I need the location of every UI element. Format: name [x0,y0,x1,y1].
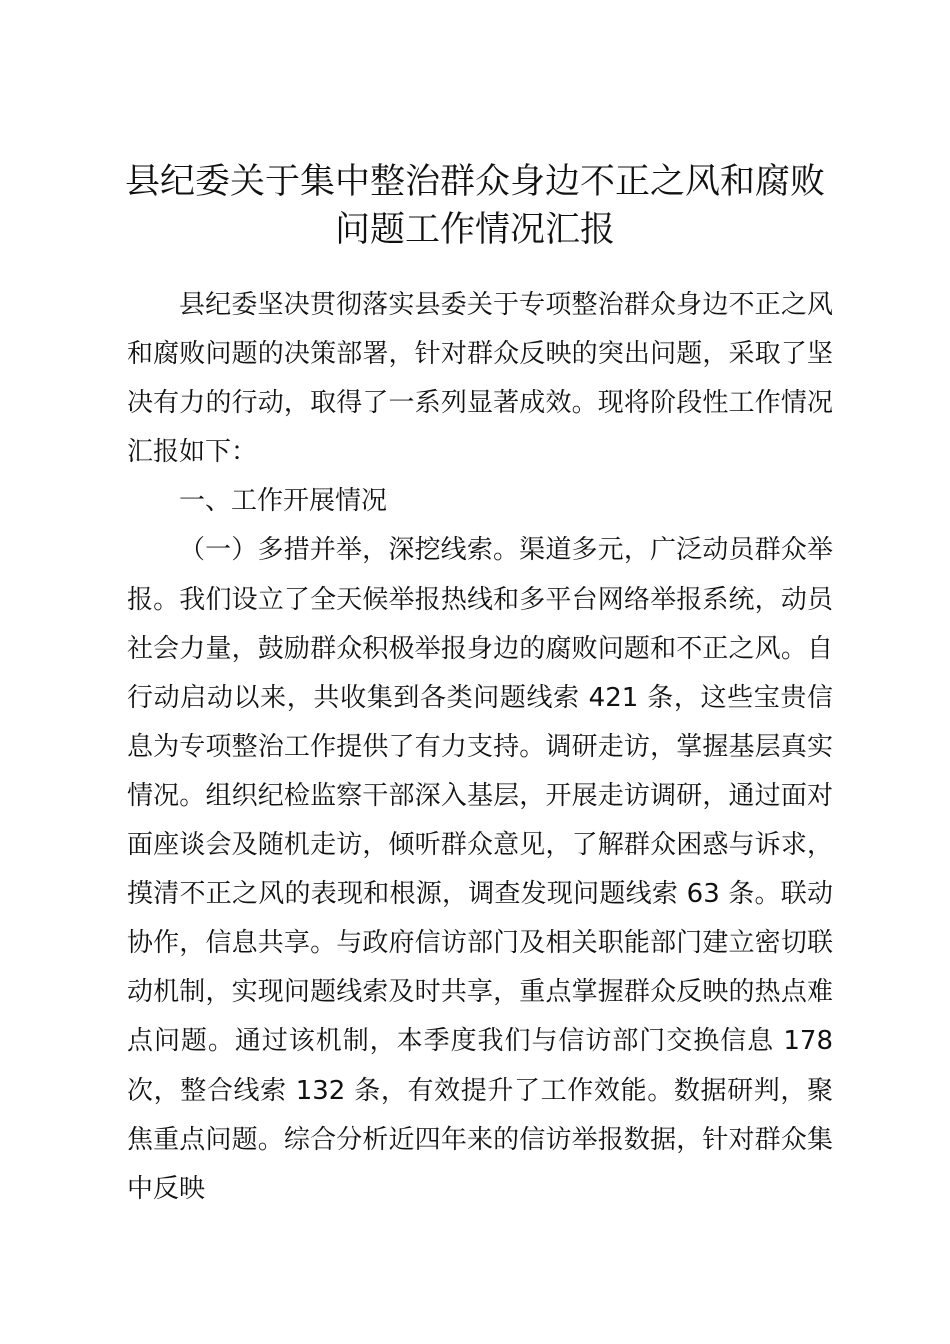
document-body [127,281,833,1214]
document-title-line-2: 问题工作情况汇报 [334,210,615,250]
section-heading: 一、工作开展情况 [179,486,388,517]
document-title-line-1: 县纪委关于集中整治群众身边不正之风和腐败 [124,162,825,202]
section-paragraph: （一）多措并举，深挖线索。渠道多元，广泛动员群众举报。我们设立了全天候举报热线和多平台网络举报系统，动员社会力量，鼓励群众积极举报身边的腐败问题和不正之风。自行动启动以来，共收集到各类问题线索 421 条，这些宝贵信息为专项整治工作提供了有力支持。调研走访，掌握基层真实情况。组织纪检监察干部深入基层，开展走访调研，通过面对面座谈会及随机走访，倾听群众意见，了解群众困惑与诉求，摸清不正之风的表现和根源，调查发现问题线索 63 条。联动协作，信息共享。与政府信访部门及相关职能部门建立密切联动机制，实现问题线索及时共享，重点掌握群众反映的热点难点问题。通过该机制，本季度我们与信访部门交换信息 178 次，整合线索 132 条，有效提升了工作效能。数据研判，聚焦重点问题。综合分析近四年来的信访举报数据，针对群众集中反映 [127,535,833,1204]
intro-paragraph: 县纪委坚决贯彻落实县委关于专项整治群众身边不正之风和腐败问题的决策部署，针对群众反映的突出问题，采取了坚决有力的行动，取得了一系列显著成效。现将阶段性工作情况汇报如下： [127,290,833,468]
